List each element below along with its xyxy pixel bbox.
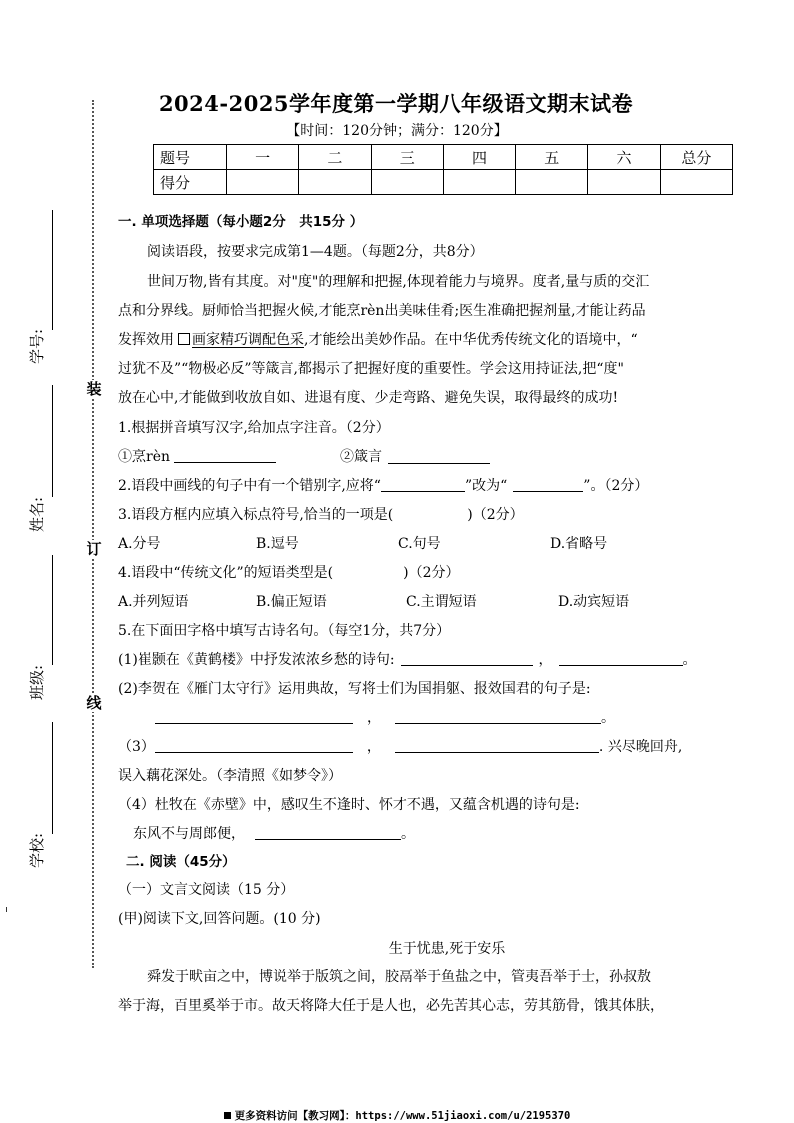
score-cell[interactable] — [443, 170, 515, 195]
passage-line-2: 举于海，百里奚举于市。故天将降大任于是人也，必先苦其心志，劳其筋骨，饿其体肤， — [118, 998, 664, 1014]
exam-title: 2024-2025学年度第一学期八年级语文期末试卷 — [158, 91, 634, 116]
score-cell[interactable] — [588, 170, 660, 195]
score-head-cell: 五 — [516, 145, 588, 170]
footer-row — [0, 1108, 794, 1123]
q4-stem-b: )（2分） — [403, 565, 460, 581]
q1-item-a: ①烹rèn — [118, 449, 170, 465]
q5-sub3-prefix: （3） — [118, 739, 155, 755]
q5-sub3-blank-2[interactable] — [395, 738, 599, 753]
q4-option-c[interactable]: C.主谓短语 — [406, 594, 477, 610]
q4-options — [118, 592, 678, 612]
q5-sub3-suffix: . 兴尽晚回舟, — [598, 739, 683, 755]
field-line-name[interactable] — [52, 385, 53, 497]
q5-sub1-text: (1)崔颢在《黄鹤楼》中抒发浓浓乡愁的诗句: — [118, 652, 395, 668]
section1-intro: 阅读语段，按要求完成第1—4题。（每题2分，共8分） — [147, 244, 484, 260]
q1-blank-b[interactable] — [388, 449, 490, 464]
q1-item-b: ②箴言 — [340, 449, 382, 465]
field-line-student-id[interactable] — [52, 210, 53, 330]
exam-subtitle-row — [0, 120, 794, 140]
q3-option-a[interactable]: A.分号 — [118, 536, 161, 552]
field-label-school: 学校: — [28, 832, 46, 868]
q5-sub1 — [118, 650, 697, 670]
score-table-header-row — [154, 145, 733, 170]
q5-sub3-blank-1[interactable] — [155, 738, 353, 753]
q3-stem-b: )（2分） — [467, 507, 524, 523]
score-head-cell: 四 — [443, 145, 515, 170]
field-line-class[interactable] — [52, 555, 53, 665]
para-line-3-end: ,才能绘出美妙作品。在中华优秀传统文化的语境中，“ — [304, 332, 638, 348]
q3-stem-a: 3.语段方框内应填入标点符号,恰当的一项是( — [118, 507, 394, 523]
field-line-school[interactable] — [52, 722, 53, 834]
q5-comma: ， — [366, 739, 381, 755]
score-table-score-row — [154, 170, 733, 195]
score-head-cell: 题号 — [154, 145, 227, 170]
q4-stem-a: 4.语段中“传统文化”的短语类型是( — [118, 565, 334, 581]
passage-title: 生于忧患,死于安乐 — [388, 941, 506, 957]
q4-stem — [118, 563, 460, 583]
binding-char-zhuang: 装 — [86, 380, 102, 398]
q1-blank-a[interactable] — [174, 448, 276, 463]
q5-sub4-line2 — [133, 824, 415, 844]
footer-link[interactable]: 更多资料访问【教习网】：https://www.51jiaoxi.com/u/2195370 — [234, 1110, 571, 1122]
q5-sub4: （4）杜牧在《赤壁》中，感叹生不逢时、怀才不遇，又蕴含机遇的诗句是: — [118, 797, 580, 813]
q5-sub1-blank-2[interactable] — [559, 651, 683, 666]
q2-blank-correct[interactable] — [513, 477, 583, 492]
q2-blank-wrong[interactable] — [381, 477, 465, 492]
score-head-cell: 六 — [588, 145, 660, 170]
q2-stem — [118, 476, 648, 496]
q5-sub2-blank-1[interactable] — [155, 709, 353, 724]
q5-comma: ， — [367, 710, 381, 726]
underlined-sentence: 画家精巧调配色采 — [192, 332, 304, 348]
q4-option-a[interactable]: A.并列短语 — [118, 594, 189, 610]
field-label-name: 姓名: — [28, 496, 46, 532]
score-cell[interactable] — [516, 170, 588, 195]
para-line-3 — [118, 330, 638, 350]
score-head-cell: 总分 — [660, 145, 732, 170]
score-cell[interactable] — [299, 170, 371, 195]
para-line-5: 放在心中,才能做到收放自如、进退有度、少走弯路、避免失误，取得最终的成功! — [118, 390, 619, 406]
q5-period: 。 — [601, 710, 615, 726]
exam-subtitle: 【时间：120分钟；满分：120分】 — [286, 123, 508, 139]
q2-stem-c: ”。（2分） — [583, 478, 649, 494]
passage-title-row — [0, 938, 794, 958]
score-cell[interactable] — [371, 170, 443, 195]
binding-dotted-line — [92, 100, 94, 968]
exam-title-row — [0, 88, 794, 118]
q3-option-c[interactable]: C.句号 — [398, 536, 441, 552]
margin-tick-mark — [6, 907, 7, 912]
passage-line-1: 舜发于畎亩之中，博说举于版筑之间，胶鬲举于鱼盐之中，管夷吾举于士，孙叔敖 — [147, 969, 651, 985]
binding-char-xian: 线 — [86, 694, 102, 712]
q2-stem-a: 2.语段中画线的句子中有一个错别字,应将“ — [118, 478, 381, 494]
punctuation-box[interactable] — [178, 333, 190, 345]
score-head-cell: 一 — [227, 145, 299, 170]
para-line-1: 世间万物,皆有其度。对"度"的理解和把握,体现着能力与境界。度者,量与质的交汇 — [147, 274, 650, 290]
q5-sub3 — [118, 737, 682, 757]
section2-sub1: （一）文言文阅读（15 分） — [118, 882, 295, 898]
q5-sub2: (2)李贺在《雁门太守行》运用典故，写将士们为国捐躯、报效国君的句子是: — [118, 681, 591, 697]
para-line-4: 过犹不及”“物极必反”等箴言,都揭示了把握好度的重要性。学会这用持证法,把“度" — [118, 361, 624, 377]
field-label-student-id: 学号: — [28, 328, 46, 364]
q3-option-b[interactable]: B.逗号 — [256, 536, 299, 552]
section2-heading: 二. 阅读（45分） — [126, 854, 236, 870]
section2-sub-a: (甲)阅读下文,回答问题。(10 分) — [118, 911, 321, 927]
score-head-cell: 三 — [371, 145, 443, 170]
score-cell[interactable] — [227, 170, 299, 195]
q2-stem-b: ”改为“ — [464, 478, 508, 494]
q3-options — [118, 534, 678, 554]
q5-sub4-given: 东风不与周郎便， — [133, 826, 245, 842]
q5-comma: ， — [538, 652, 553, 668]
q1-stem: 1.根据拼音填写汉字,给加点字注音。（2分） — [118, 420, 390, 436]
binding-char-ding: 订 — [86, 540, 102, 558]
q5-stem: 5.在下面田字格中填写古诗名句。（每空1分，共7分） — [118, 623, 451, 639]
field-label-class: 班级: — [28, 664, 46, 700]
q5-period: 。 — [401, 826, 415, 842]
q4-option-d[interactable]: D.动宾短语 — [558, 594, 630, 610]
score-cell[interactable] — [660, 170, 732, 195]
section1-heading: 一. 单项选择题（每小题2分 共15分 ） — [118, 214, 364, 230]
q4-option-b[interactable]: B.偏正短语 — [256, 594, 327, 610]
q5-sub2-blank-2[interactable] — [395, 709, 601, 724]
q3-option-d[interactable]: D.省略号 — [550, 536, 608, 552]
q5-sub3-line2: 误入藕花深处。（李清照《如梦令》） — [118, 768, 342, 784]
q1-answers — [118, 447, 518, 467]
q5-sub1-blank-1[interactable] — [401, 651, 533, 666]
score-row-label: 得分 — [154, 170, 227, 195]
score-table — [153, 144, 733, 195]
q5-period: 。 — [682, 652, 697, 668]
q3-stem — [118, 505, 524, 525]
flag-icon — [224, 1112, 231, 1119]
q5-sub4-blank[interactable] — [255, 825, 401, 840]
para-line-3-start: 发挥效用 — [118, 332, 174, 348]
score-head-cell: 二 — [299, 145, 371, 170]
footer — [224, 1108, 571, 1123]
para-line-2: 点和分界线。厨师恰当把握火候,才能烹rèn出美味佳肴;医生准确把握剂量,才能让药品 — [118, 303, 646, 319]
q5-sub2-answers — [155, 708, 615, 728]
